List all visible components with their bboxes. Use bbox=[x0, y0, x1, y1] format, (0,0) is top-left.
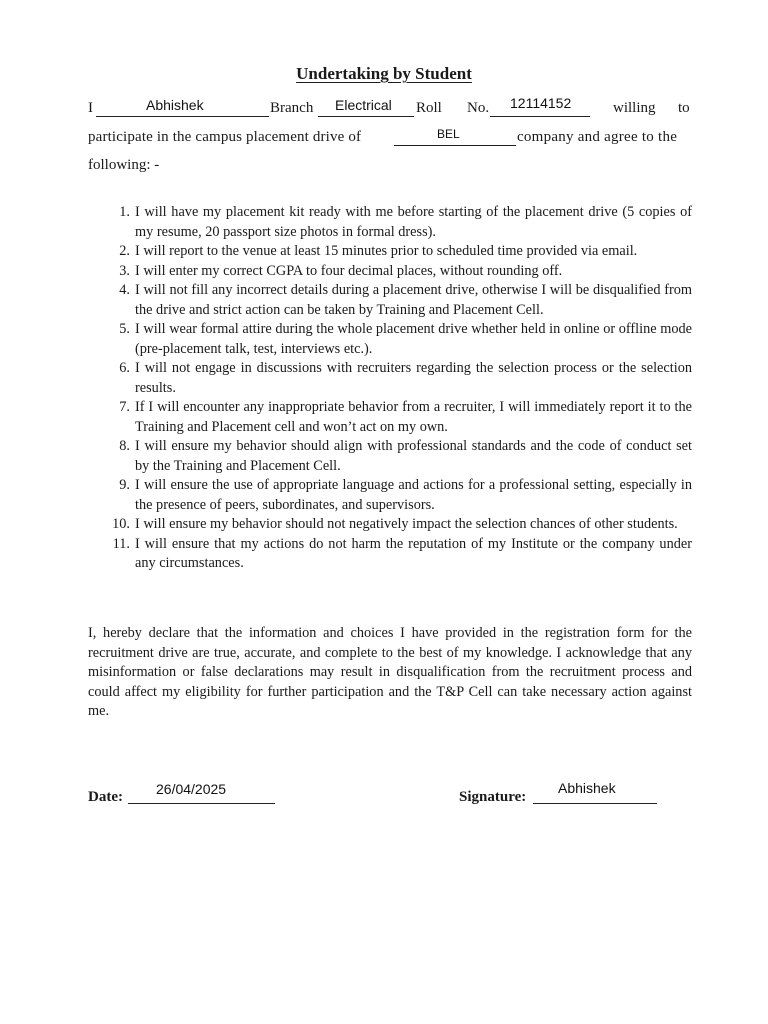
roll-number-field[interactable]: 12114152 bbox=[510, 95, 572, 111]
rule-item: 9. I will ensure the use of appropriate language and actions for a professional setting, especially in the presence of peers, subordinates, and supervisors. bbox=[119, 477, 692, 513]
signature-field[interactable]: Abhishek bbox=[558, 780, 616, 796]
rule-item: 5. I will wear formal attire during the whole placement drive whether held in online or offline mode (pre-placement talk, test, interviews etc.). bbox=[119, 321, 692, 357]
rule-item: 2. I will report to the venue at least 15 minutes prior to scheduled time provided via email. bbox=[119, 243, 638, 259]
branch-blank-line bbox=[318, 116, 414, 117]
rule-item: 10. I will ensure my behavior should not negatively impact the selection chances of other students. bbox=[112, 516, 678, 532]
rule-item: 11. I will ensure that my actions do not harm the reputation of my Institute or the company under any circumstances. bbox=[112, 535, 692, 571]
willing-word: willing bbox=[613, 100, 656, 116]
roll-no-label: No. bbox=[467, 100, 490, 116]
declaration-paragraph: I, hereby declare that the information and choices I have provided in the registration form for the recruitment drive are true, accurate, and complete to the best of my knowledge. I acknowledge that any misinformation or false declarations may result in disqualification from the recruitment process and could affect my eligibility for further participation and the T&P Cell can take necessary action against me. bbox=[88, 625, 692, 719]
roll-label: Roll bbox=[416, 100, 442, 116]
company-blank-line bbox=[394, 145, 516, 146]
document-title: Undertaking by Student bbox=[296, 64, 472, 83]
intro-line2-end: company and agree to the bbox=[517, 129, 678, 145]
rule-item: 7. If I will encounter any inappropriate behavior from a recruiter, I will immediately report it to the Training and Placement cell and won’t act on my own. bbox=[119, 399, 692, 435]
intro-i-label: I bbox=[88, 100, 93, 116]
rule-item: 3. I will enter my correct CGPA to four decimal places, without rounding off. bbox=[119, 262, 563, 279]
signature-blank-line bbox=[533, 803, 657, 804]
intro-line3: following: - bbox=[88, 157, 160, 173]
intro-line2-start: participate in the campus placement drive of bbox=[88, 129, 362, 145]
signature-label: Signature: bbox=[459, 789, 527, 805]
date-label: Date: bbox=[88, 789, 123, 805]
date-field[interactable]: 26/04/2025 bbox=[156, 781, 227, 797]
name-blank-line bbox=[96, 116, 269, 117]
rule-item: 6. I will not engage in discussions with recruiters regarding the selection process or the selection results. bbox=[119, 360, 692, 396]
name-field[interactable]: Abhishek bbox=[146, 97, 204, 113]
rule-item: 4. I will not fill any incorrect details during a placement drive, otherwise I will be disqualified from the drive and strict action can be taken by Training and Placement Cell. bbox=[119, 282, 692, 318]
to-word: to bbox=[678, 100, 690, 116]
branch-field[interactable]: Electrical bbox=[335, 97, 392, 113]
rule-item: 8. I will ensure my behavior should align with professional standards and the code of conduct set by the Training and Placement Cell. bbox=[119, 438, 692, 474]
rule-item: 1. I will have my placement kit ready with me before starting of the placement drive (5 copies of my resume, 20 passport size photos in formal dress). bbox=[119, 204, 692, 240]
company-field[interactable]: BEL bbox=[437, 127, 460, 141]
date-blank-line bbox=[128, 803, 275, 804]
branch-label: Branch bbox=[270, 100, 314, 116]
rules-list bbox=[106, 203, 692, 574]
roll-blank-line bbox=[490, 116, 590, 117]
